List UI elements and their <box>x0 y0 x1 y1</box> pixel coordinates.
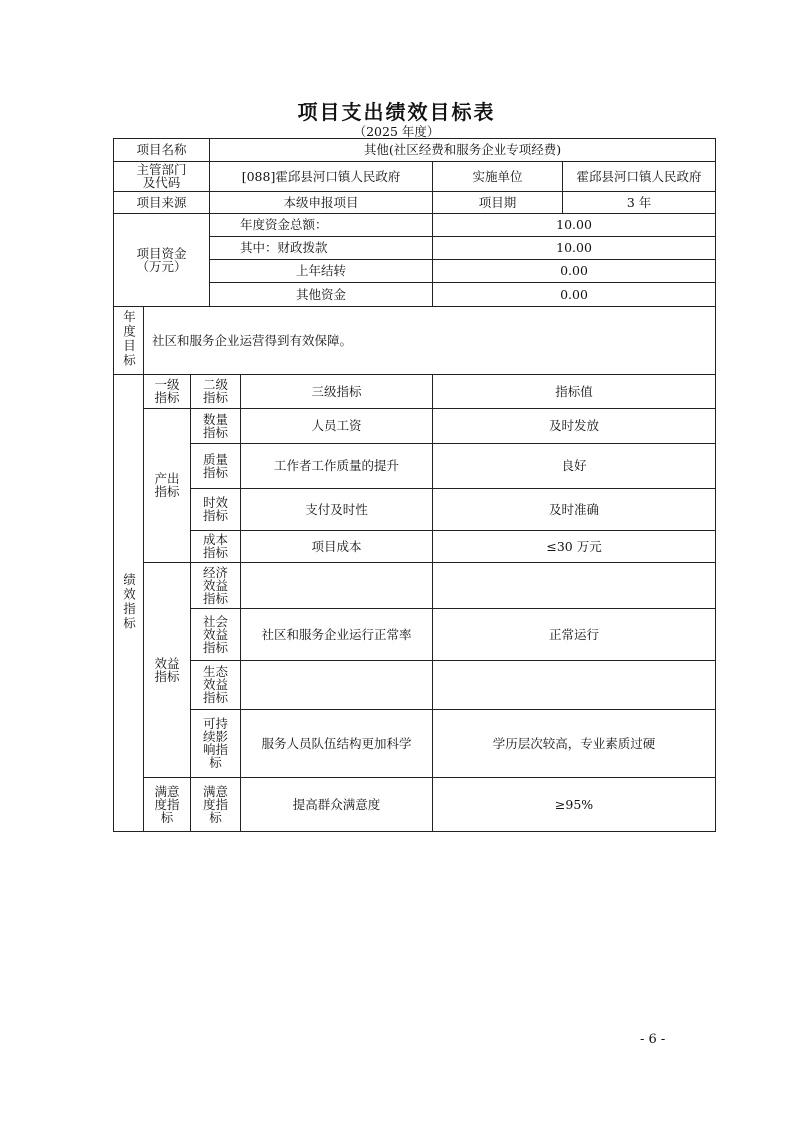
table-row <box>114 661 716 710</box>
level3-cell: 工作者工作质量的提升 <box>241 444 433 489</box>
level2-cell <box>191 710 241 778</box>
level3-cell: 人员工资 <box>241 409 433 444</box>
level2-label: 满意度指标 <box>203 783 229 825</box>
output-label: 产出指标 <box>154 471 180 499</box>
fund-item-value: 10.00 <box>433 214 716 237</box>
level3-cell: 项目成本 <box>241 531 433 563</box>
performance-target-table <box>113 138 716 832</box>
source-label: 项目来源 <box>114 192 210 214</box>
page-number: - 6 - <box>640 1032 666 1047</box>
indicators-section-label: 绩效指标 <box>121 572 137 631</box>
level3-cell <box>241 563 433 609</box>
level2-label: 经济效益指标 <box>203 564 229 606</box>
value-cell: 学历层次较高，专业素质过硬 <box>433 710 716 778</box>
fund-item-label: 上年结转 <box>210 260 433 283</box>
table-row <box>114 710 716 778</box>
impl-label: 实施单位 <box>433 162 563 192</box>
header-value: 指标值 <box>433 375 716 409</box>
level2-label: 可持续影响指标 <box>203 716 229 770</box>
level3-cell: 提高群众满意度 <box>241 778 433 832</box>
impl-value: 霍邱县河口镇人民政府 <box>563 162 716 192</box>
level2-cell <box>191 609 241 661</box>
level2-label: 社会效益指标 <box>203 613 229 655</box>
level2-label: 时效指标 <box>203 495 229 523</box>
level2-label: 成本指标 <box>203 532 229 560</box>
dept-label-cell <box>114 162 210 192</box>
project-name-label: 项目名称 <box>114 139 210 162</box>
table-row <box>114 778 716 832</box>
fund-item-label: 年度资金总额： <box>210 214 433 237</box>
table-row <box>114 307 716 375</box>
page-subtitle: （2025 年度） <box>353 124 440 139</box>
fund-item-label: 其他资金 <box>210 283 433 307</box>
level2-cell <box>191 531 241 563</box>
dept-label: 主管部门及代码 <box>136 162 187 190</box>
level2-label: 数量指标 <box>203 411 229 440</box>
source-value: 本级申报项目 <box>210 192 433 214</box>
value-cell: 及时准确 <box>433 489 716 531</box>
funds-label: 项目资金（万元） <box>136 245 187 274</box>
output-label-cell <box>144 409 191 563</box>
indicators-section-cell <box>114 375 144 832</box>
header-level1: 一级指标 <box>154 377 180 405</box>
benefit-label: 效益指标 <box>154 655 180 684</box>
table-row <box>114 444 716 489</box>
page-title: 项目支出绩效目标表 <box>297 100 496 124</box>
fund-item-label: 其中：财政拨款 <box>210 237 433 260</box>
value-cell <box>433 563 716 609</box>
value-cell: 及时发放 <box>433 409 716 444</box>
level2-cell <box>191 661 241 710</box>
header-level3: 三级指标 <box>241 375 433 409</box>
value-cell: ≤30 万元 <box>433 531 716 563</box>
level3-cell <box>241 661 433 710</box>
table-row <box>114 409 716 444</box>
level2-label: 生态效益指标 <box>203 664 229 705</box>
fund-item-value: 10.00 <box>433 237 716 260</box>
table-row <box>114 214 716 237</box>
level3-cell: 服务人员队伍结构更加科学 <box>241 710 433 778</box>
project-name-value: 其他(社区经费和服务企业专项经费) <box>210 139 716 162</box>
level3-cell: 社区和服务企业运行正常率 <box>241 609 433 661</box>
satisfaction-label-cell <box>144 778 191 832</box>
table-row <box>114 375 716 409</box>
level3-cell: 支付及时性 <box>241 489 433 531</box>
table-row <box>114 162 716 192</box>
table-row <box>114 609 716 661</box>
satisfaction-label: 满意度指标 <box>154 783 180 825</box>
fund-item-value: 0.00 <box>433 283 716 307</box>
period-value: 3 年 <box>563 192 716 214</box>
period-label: 项目期 <box>433 192 563 214</box>
level2-label: 质量指标 <box>203 451 229 480</box>
funds-label-cell <box>114 214 210 307</box>
annual-goal-label-cell <box>114 307 144 375</box>
table-row <box>114 563 716 609</box>
value-cell: ≥95% <box>433 778 716 832</box>
table-row <box>114 139 716 162</box>
table-row <box>114 192 716 214</box>
level2-cell <box>191 444 241 489</box>
annual-goal-label: 年度目标 <box>121 310 137 368</box>
header-level2: 二级指标 <box>203 377 229 405</box>
value-cell: 正常运行 <box>433 609 716 661</box>
benefit-label-cell <box>144 563 191 778</box>
table-row <box>114 489 716 531</box>
level2-cell <box>191 409 241 444</box>
header-level1-cell <box>144 375 191 409</box>
fund-item-value: 0.00 <box>433 260 716 283</box>
table-row <box>114 531 716 563</box>
level2-cell <box>191 489 241 531</box>
level2-cell <box>191 563 241 609</box>
level2-cell <box>191 778 241 832</box>
value-cell <box>433 661 716 710</box>
value-cell: 良好 <box>433 444 716 489</box>
header-level2-cell <box>191 375 241 409</box>
dept-value: [088]霍邱县河口镇人民政府 <box>210 162 433 192</box>
annual-goal-value: 社区和服务企业运营得到有效保障。 <box>144 307 716 375</box>
